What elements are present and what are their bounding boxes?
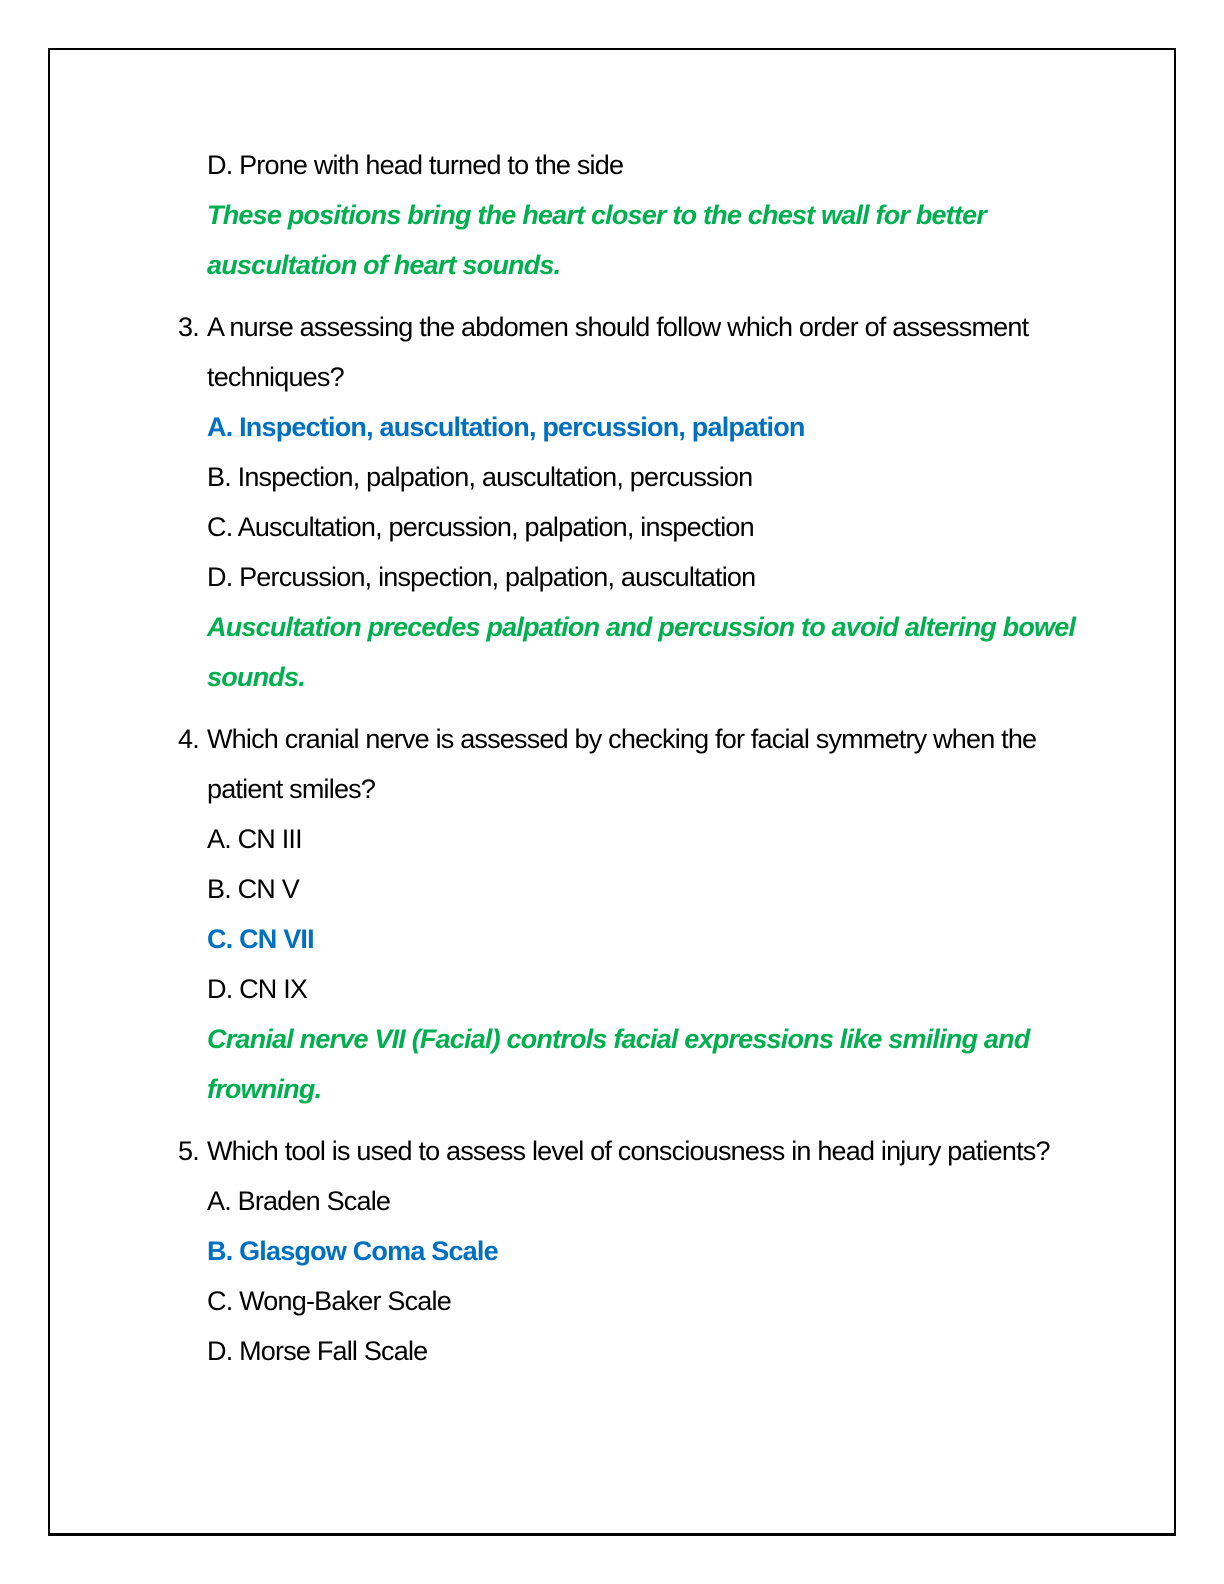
- question-text-line: techniques?: [207, 362, 344, 392]
- option-line: C. Auscultation, percussion, palpation, inspection: [207, 512, 754, 542]
- option-line: C. Wong-Baker Scale: [207, 1286, 451, 1316]
- option-line: D. Prone with head turned to the side: [207, 150, 624, 180]
- question-2-continuation: [207, 140, 1150, 290]
- question-line: A nurse assessing the abdomen should follow which order of assessment: [207, 312, 1029, 342]
- question-block-4: [178, 714, 1150, 1114]
- option-line-correct: C. CN VII: [207, 924, 314, 954]
- explanation-line: Auscultation precedes palpation and percussion to avoid altering bowel: [207, 612, 1076, 642]
- question-number: 3.: [178, 312, 199, 342]
- option-line-correct: A. Inspection, auscultation, percussion, palpation: [207, 412, 805, 442]
- page-border: [48, 48, 1176, 1536]
- explanation-line: Cranial nerve VII (Facial) controls facial expressions like smiling and: [207, 1024, 1030, 1054]
- question-number: 4.: [178, 724, 199, 754]
- option-line: D. Morse Fall Scale: [207, 1336, 428, 1366]
- option-line: D. Percussion, inspection, palpation, auscultation: [207, 562, 756, 592]
- question-number: 5.: [178, 1136, 199, 1166]
- question-line: Which cranial nerve is assessed by checking for facial symmetry when the: [207, 724, 1037, 754]
- question-block-3: [178, 302, 1150, 702]
- option-line: D. CN IX: [207, 974, 308, 1004]
- option-line: B. CN V: [207, 874, 299, 904]
- question-text-line: [178, 1126, 1150, 1176]
- explanation-line: auscultation of heart sounds.: [207, 250, 561, 280]
- option-line: A. Braden Scale: [207, 1186, 391, 1216]
- document-content: [50, 50, 1174, 1376]
- question-block-5: [178, 1126, 1150, 1376]
- question-text-line: [178, 714, 1150, 764]
- option-line: A. CN III: [207, 824, 302, 854]
- explanation-line: sounds.: [207, 662, 305, 692]
- explanation-line: frowning.: [207, 1074, 322, 1104]
- option-line: B. Inspection, palpation, auscultation, percussion: [207, 462, 753, 492]
- question-text-line: patient smiles?: [207, 774, 376, 804]
- option-line-correct: B. Glasgow Coma Scale: [207, 1236, 498, 1266]
- question-text-line: [178, 302, 1150, 352]
- question-line: Which tool is used to assess level of consciousness in head injury patients?: [207, 1136, 1050, 1166]
- explanation-line: These positions bring the heart closer to the chest wall for better: [207, 200, 987, 230]
